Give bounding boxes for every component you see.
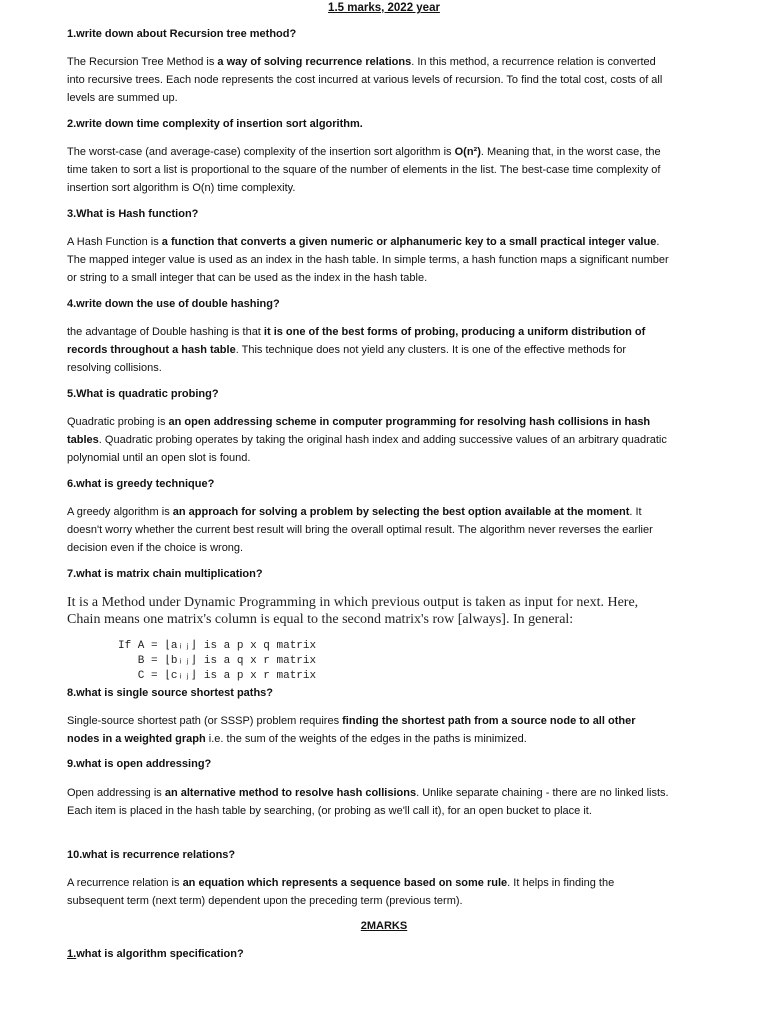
document-title: 1.5 marks, 2022 year	[328, 2, 440, 14]
answer-6	[67, 503, 669, 557]
question-5: 5.What is quadratic probing?	[67, 388, 219, 400]
answer-text: . Quadratic probing operates by taking the original hash index and adding successive values of an arbitrary quadratic polynomial until an open slot is found.	[67, 434, 667, 464]
matrix-definition-code: If A = ⌊aᵢⱼ⌋ is a p x q matrix B = ⌊bᵢⱼ⌋ is a q x r matrix C = ⌊cᵢⱼ⌋ is a p x r matrix	[118, 640, 317, 682]
question-7: 7.what is matrix chain multiplication?	[67, 568, 263, 580]
question-2marks-1	[67, 948, 244, 960]
question-text: what is algorithm specification?	[76, 948, 244, 960]
answer-emphasis: an equation which represents a sequence based on some rule	[182, 877, 508, 889]
answer-text: . This technique does not yield any clusters. It is one of the effective methods for resolving collisions.	[67, 344, 626, 374]
answer-text: i.e. the sum of the weights of the edges in the paths is minimized.	[205, 733, 527, 745]
answer-text: The worst-case (and average-case) complexity of the insertion sort algorithm is	[67, 146, 455, 158]
answer-text: The Recursion Tree Method is	[67, 56, 218, 68]
answer-3	[67, 233, 669, 287]
answer-text: the advantage of Double hashing is that	[67, 326, 264, 338]
answer-emphasis: finding the shortest path from a source node to all other nodes in a weighted graph	[67, 715, 636, 745]
answer-text: . Meaning that, in the worst case, the time taken to sort a list is proportional to the square of the number of elements in the list. The best-case time complexity of insertion sort algorithm is O(n) time complexity.	[67, 146, 661, 194]
matrix-chain-description: It is a Method under Dynamic Programming in which previous output is taken as input for next. Here, Chain means one matrix's column is equal to the second matrix's row [always]. In general:	[67, 595, 639, 627]
answer-text: . It helps in finding the subsequent term (next term) dependent upon the preceding term (previous term).	[67, 877, 615, 907]
answer-emphasis: an open addressing scheme in computer programming for resolving hash collisions in hash tables	[67, 416, 651, 446]
answer-text: . Unlike separate chaining - there are no linked lists. Each item is placed in the hash table by searching, (or probing as we'll call it), for an open bucket to place it.	[67, 787, 669, 817]
answer-text: A greedy algorithm is	[67, 506, 173, 518]
answer-emphasis: a function that converts a given numeric or alphanumeric key to a small practical integer value	[161, 236, 657, 248]
question-number: 1.	[67, 948, 77, 960]
answer-text: A Hash Function is	[67, 236, 162, 248]
question-6: 6.what is greedy technique?	[67, 478, 215, 490]
answer-text: . It doesn't worry whether the current best result will bring the overall optimal result. The algorithm never reverses the earlier decision even if the choice is wrong.	[67, 506, 653, 554]
answer-1	[67, 53, 669, 107]
question-10: 10.what is recurrence relations?	[67, 849, 236, 861]
answer-emphasis: an approach for solving a problem by selecting the best option available at the moment	[172, 506, 630, 518]
answer-text: Open addressing is	[67, 787, 165, 799]
answer-text: Single-source shortest path (or SSSP) problem requires	[67, 715, 343, 727]
answer-10	[67, 874, 669, 910]
question-9: 9.what is open addressing?	[67, 758, 212, 770]
answer-emphasis: O(n²)	[454, 146, 481, 158]
answer-9	[67, 784, 669, 820]
answer-5	[67, 413, 669, 467]
answer-emphasis: a way of solving recurrence relations	[217, 56, 412, 68]
answer-text: Quadratic probing is	[67, 416, 169, 428]
question-4: 4.write down the use of double hashing?	[67, 298, 280, 310]
question-1: 1.write down about Recursion tree method?	[67, 28, 297, 40]
answer-text: A recurrence relation is	[67, 877, 183, 889]
answer-8	[67, 712, 669, 748]
answer-text: . In this method, a recurrence relation is converted into recursive trees. Each node represents the cost incurred at various levels of recursion. To find the total cost, costs of all levels are summed up.	[67, 56, 663, 104]
question-2: 2.write down time complexity of insertion sort algorithm.	[67, 118, 363, 130]
answer-4	[67, 323, 669, 377]
question-3: 3.What is Hash function?	[67, 208, 199, 220]
answer-2	[67, 143, 669, 197]
question-8: 8.what is single source shortest paths?	[67, 687, 273, 699]
section-heading: 2MARKS	[360, 920, 408, 932]
answer-emphasis: it is one of the best forms of probing, producing a uniform distribution of records throughout a hash table	[67, 326, 646, 356]
answer-text: . The mapped integer value is used as an index in the hash table. In simple terms, a hash function maps a significant number or string to a small integer that can be used as the index in the hash table.	[67, 236, 669, 284]
answer-emphasis: an alternative method to resolve hash collisions	[164, 787, 417, 799]
